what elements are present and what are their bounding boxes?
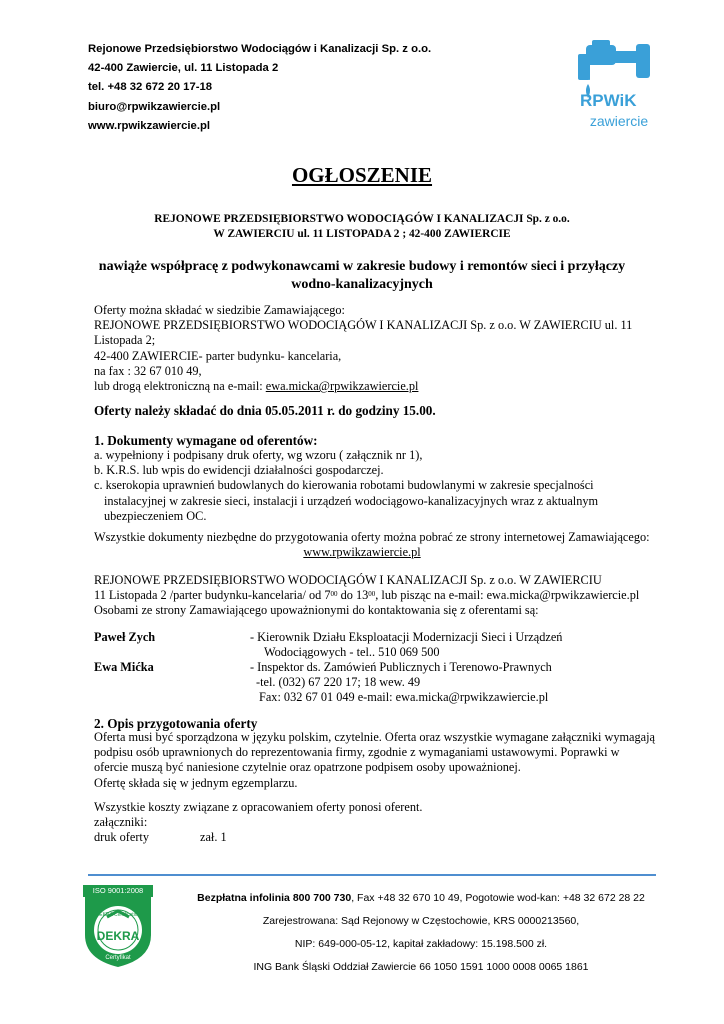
section-2-line-3: ofercie muszą być naniesione czytelnie oraz opatrzone podpisem osoby upoważnionej.: [94, 760, 521, 775]
issuer-line-2: W ZAWIERCIU ul. 11 LISTOPADA 2 ; 42-400 ZAWIERCIE: [213, 228, 511, 240]
contact-line-1: REJONOWE PRZEDSIĘBIORSTWO WODOCIĄGÓW I KANALIZACJI Sp. z o.o. W ZAWIERCIU: [94, 573, 602, 587]
section-1-item-c-cont: instalacyjnej w zakresie sieci, instalacji i urządzeń wodociągowo-kanalizacyjnych wraz z aktualnym: [104, 493, 599, 508]
person-1-line-1: - Kierownik Działu Eksploatacji Modernizacji Sieci i Urządzeń: [250, 630, 563, 644]
section-2-line-2: podpisu osób uprawnionych do reprezentowania firmy, zgodnie z wymaganiami ustawowymi. Poprawki w: [94, 745, 620, 760]
company-name: Rejonowe Przedsiębiorstwo Wodociągów i Kanalizacji Sp. z o.o.: [88, 43, 432, 55]
contact-line-3: Osobami ze strony Zamawiającego upoważnionymi do kontaktowania się z oferentami są:: [94, 603, 539, 618]
section-1-list: [94, 448, 598, 524]
offers-info: [94, 303, 632, 394]
person-2-line-3: Fax: 032 67 01 049 e-mail: ewa.micka@rpwikzawiercie.pl: [259, 690, 549, 705]
footer-nip: NIP: 649-000-05-12, kapitał zakładowy: 15.198.500 zł.: [294, 938, 548, 950]
dekra-word: Certyfikat: [105, 955, 131, 961]
footer-divider: [88, 874, 656, 876]
issuer: [0, 212, 724, 242]
attachment-item: druk oferty: [94, 830, 149, 844]
logo-city: zawiercie: [589, 113, 649, 129]
footer: [186, 887, 656, 979]
headline-line-1: nawiąże współpracę z podwykonawcami w zakresie budowy i remontów sieci i przyłączy: [98, 259, 626, 274]
section-1-item-b: b. K.R.S. lub wpis do ewidencji działalności gospodarczej.: [94, 463, 384, 478]
section-1-item-a: a. wypełniony i podpisany druk oferty, wg wzoru ( załącznik nr 1),: [94, 448, 423, 462]
headline: [0, 258, 724, 293]
section-1-heading: 1. Dokumenty wymagane od oferentów:: [94, 433, 318, 448]
section-2-line-1: Oferta musi być sporządzona w języku polskim, czytelnie. Oferta oraz wszystkie wymagane załączniki wymagają: [94, 730, 655, 744]
offers-line-3: Listopada 2;: [94, 333, 156, 348]
person-details-2: [250, 660, 552, 706]
person-name-2: Ewa Mićka: [94, 660, 154, 674]
section-2-heading: 2. Opis przygotowania oferty: [94, 716, 258, 731]
contact-line-2: 11 Listopada 2 /parter budynku-kancelaria/ od $7^{00}$ do $13^{00}$, lub pisząc na e-mail: ewa.micka@rpwikzawiercie.pl: [94, 588, 640, 603]
letterhead: [88, 40, 548, 136]
logo-name: RPWiK: [580, 91, 637, 110]
costs: Wszystkie koszty związane z opracowaniem oferty ponosi oferent.: [94, 800, 423, 814]
offers-line-4: 42-400 ZAWIERCIE- parter budynku- kancelaria,: [94, 348, 342, 363]
offers-line-6: lub drogą elektroniczną na e-mail: ewa.micka@rpwikzawiercie.pl: [94, 379, 419, 394]
footer-infoline: Bezpłatna infolinia 800 700 730, Fax +48 32 670 10 49, Pogotowie wod-kan: +48 32 672 28 22: [197, 892, 645, 904]
contact-info: [94, 573, 639, 619]
company-phone: tel. +48 32 672 20 17-18: [88, 81, 213, 94]
section-2-body: [94, 730, 655, 791]
headline-line-2: wodno-kanalizacyjnych: [291, 276, 433, 292]
footer-bank: ING Bank Śląski Oddział Zawiercie 66 1050 1591 1000 0008 0065 1861: [253, 961, 589, 973]
dekra-certificate: [83, 885, 153, 967]
documents-website-link[interactable]: www.rpwikzawiercie.pl: [303, 545, 421, 559]
person-2-line-2: -tel. (032) 67 220 17; 18 wew. 49: [256, 675, 421, 690]
offers-line-2: REJONOWE PRZEDSIĘBIORSTWO WODOCIĄGÓW I KANALIZACJI Sp. z o.o. W ZAWIERCIU ul. 11: [94, 318, 633, 333]
company-address: 42-400 Zawiercie, ul. 11 Listopada 2: [88, 62, 279, 75]
section-1-item-c: c. kserokopia uprawnień budowlanych do kierowania robotami budowlanymi w zakresie specjalności: [94, 478, 594, 493]
section-1-item-c-cont-2: ubezpieczeniem OC.: [104, 508, 207, 523]
attachments-label: załączniki:: [94, 815, 148, 829]
offers-email-link[interactable]: ewa.micka@rpwikzawiercie.pl: [265, 379, 419, 394]
person-2-line-1: - Inspektor ds. Zamówień Publicznych i Terenowo-Prawnych: [250, 660, 552, 674]
issuer-line-1: REJONOWE PRZEDSIĘBIORSTWO WODOCIĄGÓW I KANALIZACJI Sp. z o.o.: [154, 213, 570, 225]
documents-line: Wszystkie dokumenty niezbędne do przygotowania oferty można pobrać ze strony internetowej Zamawiającego:: [94, 530, 650, 544]
rpwik-logo: [570, 38, 660, 133]
page-title: OGŁOSZENIE: [291, 163, 433, 187]
offers-line-5: na fax : 32 67 010 49,: [94, 363, 202, 378]
company-website[interactable]: www.rpwikzawiercie.pl: [88, 119, 211, 132]
person-details-1: [250, 630, 562, 660]
person-name-1: Paweł Zych: [94, 630, 156, 644]
offers-intro: Oferty można składać w siedzibie Zamawiającego:: [94, 303, 345, 317]
footer-registration: Zarejestrowana: Sąd Rejonowy w Częstochowie, KRS 0000213560,: [262, 915, 580, 927]
iso-label: ISO 9001:2008: [83, 885, 153, 897]
attachment-ref: zał. 1: [200, 830, 227, 844]
dekra-brand: DEKRA: [96, 929, 140, 943]
dekra-ring-text: DEKRA Certification: [95, 912, 141, 918]
section-2-line-4: Ofertę składa się w jednym egzemplarzu.: [94, 775, 298, 790]
company-email[interactable]: biuro@rpwikzawiercie.pl: [88, 100, 221, 113]
deadline: Oferty należy składać do dnia 05.05.2011 r. do godziny 15.00.: [94, 403, 436, 418]
person-1-line-2: Wodociągowych - tel.. 510 069 500: [264, 645, 440, 660]
